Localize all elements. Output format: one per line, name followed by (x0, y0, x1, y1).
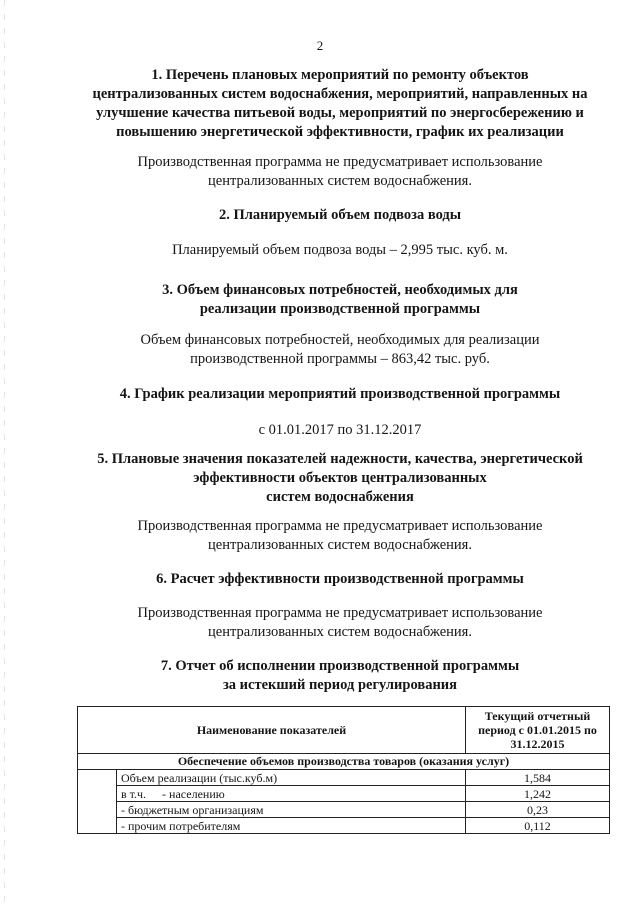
report-table (77, 706, 610, 834)
section-6-heading (60, 570, 620, 589)
table-section-row (78, 754, 610, 770)
body-line: централизованных систем водоснабжения. (208, 537, 472, 553)
table-row (78, 802, 610, 818)
section-3-heading (60, 281, 620, 319)
column-header-name: Наименование показателей (78, 707, 466, 754)
body-line: Производственная программа не предусматривает использование (137, 605, 543, 621)
heading-line: систем водоснабжения (266, 489, 414, 505)
body-line: Планируемый объем подвоза воды – 2,995 тыс. куб. м. (172, 242, 508, 258)
heading-line: 4. График реализации мероприятий производственной программы (119, 386, 561, 402)
table-row (78, 818, 610, 834)
heading-line: 5. Плановые значения показателей надежности, качества, энергетической (97, 451, 583, 467)
section-5-body (60, 517, 620, 555)
column-header-period (466, 707, 610, 754)
section-5-heading (60, 450, 620, 507)
section-4-heading (60, 385, 620, 404)
heading-line: 6. Расчет эффективности производственной программы (156, 571, 524, 587)
row-value: 1,242 (466, 786, 610, 802)
table-section-title: Обеспечение объемов производства товаров (оказания услуг) (78, 754, 610, 770)
body-line: централизованных систем водоснабжения. (208, 173, 472, 189)
heading-line: реализации производственной программы (199, 301, 481, 317)
body-line: Объем финансовых потребностей, необходимых для реализации (140, 332, 540, 348)
row-label (117, 786, 466, 802)
body-line: производственной программы – 863,42 тыс. руб. (190, 351, 490, 367)
heading-line: 7. Отчет об исполнении производственной программы (160, 658, 520, 674)
heading-line: повышению энергетической эффективности, график их реализации (116, 124, 564, 140)
scan-edge (4, 0, 5, 905)
row-value: 1,584 (466, 770, 610, 786)
row-label-text: - прочим потребителям (121, 818, 241, 833)
heading-line: 1. Перечень плановых мероприятий по ремонту объектов (151, 67, 529, 83)
section-1-body (60, 153, 620, 191)
row-label (117, 818, 466, 834)
heading-line: 3. Объем финансовых потребностей, необходимых для (162, 282, 518, 298)
section-7-heading (60, 657, 620, 695)
row-label (117, 802, 466, 818)
heading-line: 2. Планируемый объем подвоза воды (218, 207, 462, 223)
body-line: Производственная программа не предусматривает использование (137, 518, 543, 534)
section-2-heading (60, 206, 620, 225)
section-4-body (60, 421, 620, 440)
row-value: 0,112 (466, 818, 610, 834)
header-line: 31.12.2015 (510, 737, 565, 751)
body-line: с 01.01.2017 по 31.12.2017 (258, 422, 422, 438)
body-line: централизованных систем водоснабжения. (208, 624, 472, 640)
section-6-body (60, 604, 620, 642)
body-line: Производственная программа не предусматривает использование (137, 154, 543, 170)
table-blank-cell (78, 770, 117, 834)
page-number: 2 (316, 38, 324, 53)
table-header-row (78, 707, 610, 754)
row-label-text: - бюджетным организациям (121, 802, 264, 817)
heading-line: улучшение качества питьевой воды, мероприятий по энергосбережению и (96, 105, 584, 121)
header-line: период с 01.01.2015 по (478, 723, 597, 737)
heading-line: централизованных систем водоснабжения, мероприятий, направленных на (92, 86, 588, 102)
row-label (117, 770, 466, 786)
heading-line: за истекший период регулирования (222, 677, 458, 693)
row-value: 0,23 (466, 802, 610, 818)
section-3-body (60, 331, 620, 369)
section-2-body (60, 241, 620, 260)
row-label-text: Объем реализации (тыс.куб.м) (121, 770, 278, 785)
section-1-heading (60, 66, 620, 142)
header-line: Текущий отчетный (484, 709, 591, 723)
row-prefix: в т.ч. (121, 786, 147, 801)
row-label-text: - населению (162, 786, 225, 801)
table-row (78, 786, 610, 802)
table-row (78, 770, 610, 786)
heading-line: эффективности объектов централизованных (193, 470, 487, 486)
